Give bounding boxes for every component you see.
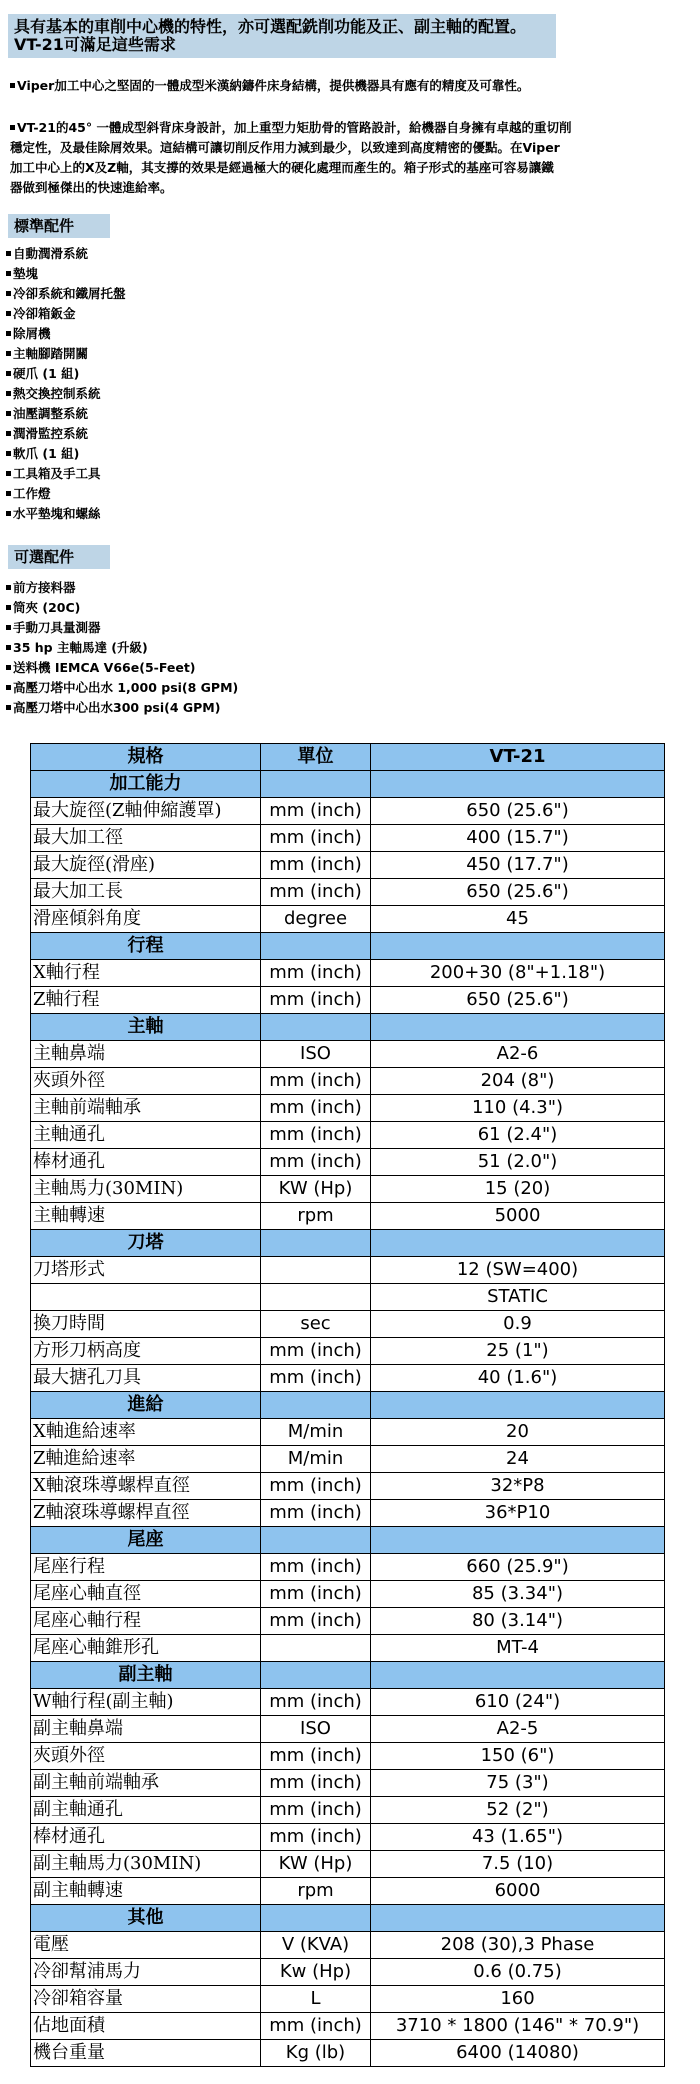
- standard-accessory-label: 硬爪 (1 組): [13, 366, 80, 381]
- spec-unit-cell: Kg (lb): [261, 2040, 371, 2067]
- spec-section-title: 加工能力: [31, 771, 261, 798]
- spec-section-blank: [261, 771, 371, 798]
- optional-accessory-item: [6, 638, 238, 658]
- spec-name-cell: 副主軸前端軸承: [31, 1770, 261, 1797]
- bullet-square-icon: [6, 665, 11, 670]
- spec-value-cell: 160: [371, 1986, 665, 2013]
- spec-row: [31, 1986, 665, 2013]
- spec-unit-cell: mm (inch): [261, 1824, 371, 1851]
- spec-name-cell: 主軸通孔: [31, 1122, 261, 1149]
- headline-line-1: 具有基本的車削中心機的特性，亦可選配銑削功能及正、副主軸的配置。: [14, 17, 527, 36]
- spec-row: [31, 1932, 665, 1959]
- spec-value-cell: 52 (2"): [371, 1797, 665, 1824]
- spec-name-cell: 副主軸通孔: [31, 1797, 261, 1824]
- description-line-4: 器做到極傑出的快速進給率。: [10, 180, 173, 195]
- spec-section-title: 尾座: [31, 1527, 261, 1554]
- optional-accessory-label: 前方接料器: [13, 580, 76, 595]
- standard-accessory-item: [6, 364, 126, 384]
- spec-name-cell: 尾座心軸行程: [31, 1608, 261, 1635]
- spec-value-cell: 24: [371, 1446, 665, 1473]
- optional-accessories-list: [6, 578, 238, 718]
- spec-unit-cell: mm (inch): [261, 1581, 371, 1608]
- spec-header-cell: 單位: [261, 744, 371, 771]
- spec-name-cell: 主軸轉速: [31, 1203, 261, 1230]
- spec-name-cell: 機台重量: [31, 2040, 261, 2067]
- bullet-square-icon: [6, 645, 11, 650]
- standard-accessories-title: 標準配件: [8, 214, 110, 238]
- spec-unit-cell: mm (inch): [261, 1608, 371, 1635]
- spec-section-blank: [261, 1527, 371, 1554]
- spec-value-cell: 110 (4.3"): [371, 1095, 665, 1122]
- spec-unit-cell: [261, 1284, 371, 1311]
- optional-accessory-label: 高壓刀塔中心出水 1,000 psi(8 GPM): [13, 680, 239, 695]
- spec-value-cell: 5000: [371, 1203, 665, 1230]
- spec-name-cell: 佔地面積: [31, 2013, 261, 2040]
- standard-accessory-item: [6, 284, 126, 304]
- spec-value-cell: 400 (15.7"): [371, 825, 665, 852]
- standard-accessory-item: [6, 404, 126, 424]
- spec-unit-cell: mm (inch): [261, 1473, 371, 1500]
- spec-section-row: [31, 771, 665, 798]
- spec-row: [31, 1770, 665, 1797]
- spec-row: [31, 987, 665, 1014]
- spec-value-cell: 75 (3"): [371, 1770, 665, 1797]
- spec-section-blank: [261, 1662, 371, 1689]
- bullet-square-icon: [6, 431, 11, 436]
- bullet-square-icon: [6, 585, 11, 590]
- spec-unit-cell: mm (inch): [261, 1500, 371, 1527]
- spec-unit-cell: mm (inch): [261, 987, 371, 1014]
- description-line-1: VT-21的45° 一體成型斜背床身設計，加上重型力矩肋骨的管路設計，給機器自身擁有卓越的重切削: [17, 120, 572, 135]
- spec-name-cell: Z軸進給速率: [31, 1446, 261, 1473]
- spec-unit-cell: ISO: [261, 1716, 371, 1743]
- standard-accessory-item: [6, 324, 126, 344]
- standard-accessory-label: 除屑機: [13, 326, 51, 341]
- spec-row: [31, 1473, 665, 1500]
- spec-unit-cell: mm (inch): [261, 1095, 371, 1122]
- optional-accessory-item: [6, 698, 238, 718]
- spec-value-cell: 6400 (14080): [371, 2040, 665, 2067]
- spec-name-cell: 副主軸轉速: [31, 1878, 261, 1905]
- headline-line-2: VT-21可滿足這些需求: [14, 35, 176, 54]
- spec-row: [31, 906, 665, 933]
- spec-unit-cell: mm (inch): [261, 1122, 371, 1149]
- spec-unit-cell: mm (inch): [261, 852, 371, 879]
- spec-name-cell: 最大加工長: [31, 879, 261, 906]
- standard-accessory-item: [6, 264, 126, 284]
- spec-row: [31, 1068, 665, 1095]
- headline-banner: [8, 14, 556, 58]
- spec-row: [31, 1851, 665, 1878]
- spec-unit-cell: degree: [261, 906, 371, 933]
- spec-section-title: 其他: [31, 1905, 261, 1932]
- standard-accessories-list: [6, 244, 126, 524]
- spec-section-blank: [261, 1392, 371, 1419]
- bullet-square-icon: [6, 331, 11, 336]
- spec-row: [31, 2013, 665, 2040]
- spec-name-cell: W軸行程(副主軸): [31, 1689, 261, 1716]
- spec-value-cell: 650 (25.6"): [371, 879, 665, 906]
- bullet-square-icon: [6, 291, 11, 296]
- standard-accessory-item: [6, 304, 126, 324]
- spec-row: [31, 798, 665, 825]
- spec-value-cell: 660 (25.9"): [371, 1554, 665, 1581]
- spec-row: [31, 1500, 665, 1527]
- spec-value-cell: 85 (3.34"): [371, 1581, 665, 1608]
- spec-unit-cell: mm (inch): [261, 1338, 371, 1365]
- spec-unit-cell: mm (inch): [261, 879, 371, 906]
- spec-value-cell: A2-5: [371, 1716, 665, 1743]
- bullet-square-icon: [6, 511, 11, 516]
- bullet-square-icon: [6, 371, 11, 376]
- spec-name-cell: X軸進給速率: [31, 1419, 261, 1446]
- spec-section-row: [31, 1905, 665, 1932]
- standard-accessory-label: 自動潤滑系統: [13, 246, 89, 261]
- spec-value-cell: 45: [371, 906, 665, 933]
- spec-section-row: [31, 1014, 665, 1041]
- spec-name-cell: 方形刀柄高度: [31, 1338, 261, 1365]
- spec-row: [31, 879, 665, 906]
- spec-unit-cell: Kw (Hp): [261, 1959, 371, 1986]
- spec-row: [31, 1797, 665, 1824]
- spec-name-cell: 換刀時間: [31, 1311, 261, 1338]
- spec-row: [31, 1149, 665, 1176]
- spec-unit-cell: mm (inch): [261, 960, 371, 987]
- spec-value-cell: 32*P8: [371, 1473, 665, 1500]
- spec-section-blank: [261, 1905, 371, 1932]
- spec-value-cell: 43 (1.65"): [371, 1824, 665, 1851]
- spec-value-cell: 25 (1"): [371, 1338, 665, 1365]
- spec-name-cell: [31, 1284, 261, 1311]
- standard-accessory-item: [6, 384, 126, 404]
- standard-accessory-label: 工具箱及手工具: [13, 466, 101, 481]
- spec-unit-cell: mm (inch): [261, 1743, 371, 1770]
- spec-row: [31, 1122, 665, 1149]
- bullet-square-icon: [10, 125, 15, 130]
- spec-row: [31, 1338, 665, 1365]
- spec-section-blank: [261, 1014, 371, 1041]
- spec-unit-cell: KW (Hp): [261, 1851, 371, 1878]
- spec-name-cell: 最大旋徑(Z軸伸縮護罩): [31, 798, 261, 825]
- spec-unit-cell: mm (inch): [261, 798, 371, 825]
- spec-row: [31, 1257, 665, 1284]
- spec-row: [31, 1635, 665, 1662]
- spec-name-cell: 最大加工徑: [31, 825, 261, 852]
- spec-section-blank: [261, 1230, 371, 1257]
- spec-row: [31, 1608, 665, 1635]
- spec-value-cell: 6000: [371, 1878, 665, 1905]
- standard-accessory-item: [6, 424, 126, 444]
- spec-name-cell: Z軸行程: [31, 987, 261, 1014]
- spec-row: [31, 1176, 665, 1203]
- spec-row: [31, 1365, 665, 1392]
- standard-accessory-label: 冷卻系統和鐵屑托盤: [13, 286, 126, 301]
- spec-unit-cell: mm (inch): [261, 1554, 371, 1581]
- spec-name-cell: 夾頭外徑: [31, 1068, 261, 1095]
- spec-unit-cell: mm (inch): [261, 1770, 371, 1797]
- spec-section-blank: [371, 771, 665, 798]
- spec-value-cell: 450 (17.7"): [371, 852, 665, 879]
- standard-accessory-label: 墊塊: [13, 266, 39, 281]
- spec-table-body: [31, 744, 665, 2067]
- spec-name-cell: 夾頭外徑: [31, 1743, 261, 1770]
- bullet-square-icon: [6, 391, 11, 396]
- standard-accessory-item: [6, 464, 126, 484]
- spec-unit-cell: sec: [261, 1311, 371, 1338]
- spec-name-cell: 副主軸鼻端: [31, 1716, 261, 1743]
- spec-name-cell: 冷卻幫浦馬力: [31, 1959, 261, 1986]
- optional-accessory-item: [6, 578, 238, 598]
- spec-value-cell: 0.6 (0.75): [371, 1959, 665, 1986]
- spec-value-cell: 15 (20): [371, 1176, 665, 1203]
- optional-accessory-item: [6, 678, 238, 698]
- spec-value-cell: 51 (2.0"): [371, 1149, 665, 1176]
- spec-value-cell: STATIC: [371, 1284, 665, 1311]
- description-line: [10, 118, 630, 138]
- bullet-square-icon: [6, 271, 11, 276]
- spec-row: [31, 1446, 665, 1473]
- bullet-square-icon: [6, 451, 11, 456]
- bullet-square-icon: [6, 351, 11, 356]
- spec-row: [31, 1419, 665, 1446]
- spec-value-cell: 650 (25.6"): [371, 987, 665, 1014]
- standard-accessory-label: 主軸腳踏開關: [13, 346, 89, 361]
- spec-name-cell: 刀塔形式: [31, 1257, 261, 1284]
- spec-name-cell: X軸滾珠導螺桿直徑: [31, 1473, 261, 1500]
- spec-section-blank: [371, 933, 665, 960]
- standard-accessory-label: 油壓調整系統: [13, 406, 89, 421]
- standard-accessory-item: [6, 504, 126, 524]
- spec-header-cell: VT-21: [371, 744, 665, 771]
- spec-unit-cell: mm (inch): [261, 1149, 371, 1176]
- spec-name-cell: 副主軸馬力(30MIN): [31, 1851, 261, 1878]
- spec-row: [31, 1284, 665, 1311]
- spec-row: [31, 960, 665, 987]
- spec-row: [31, 1959, 665, 1986]
- spec-section-row: [31, 1662, 665, 1689]
- spec-section-title: 刀塔: [31, 1230, 261, 1257]
- standard-accessory-label: 水平墊塊和螺絲: [13, 506, 101, 521]
- optional-accessory-label: 送料機 IEMCA V66e(5-Feet): [13, 660, 196, 675]
- spec-value-cell: 650 (25.6"): [371, 798, 665, 825]
- spec-unit-cell: KW (Hp): [261, 1176, 371, 1203]
- standard-accessory-label: 潤滑監控系統: [13, 426, 89, 441]
- spec-section-blank: [371, 1392, 665, 1419]
- spec-name-cell: 電壓: [31, 1932, 261, 1959]
- spec-unit-cell: M/min: [261, 1419, 371, 1446]
- spec-header-row: [31, 744, 665, 771]
- spec-unit-cell: L: [261, 1986, 371, 2013]
- spec-section-blank: [261, 933, 371, 960]
- intro-text: Viper加工中心之堅固的一體成型米漢納鑄件床身結構，提供機器具有應有的精度及可靠性。: [17, 78, 530, 93]
- spec-row: [31, 852, 665, 879]
- spec-unit-cell: [261, 1635, 371, 1662]
- bullet-square-icon: [6, 625, 11, 630]
- spec-section-row: [31, 1230, 665, 1257]
- spec-name-cell: 滑座傾斜角度: [31, 906, 261, 933]
- description-paragraph: [10, 118, 630, 198]
- bullet-square-icon: [6, 491, 11, 496]
- spec-row: [31, 2040, 665, 2067]
- spec-value-cell: 150 (6"): [371, 1743, 665, 1770]
- spec-section-row: [31, 1527, 665, 1554]
- spec-section-title: 主軸: [31, 1014, 261, 1041]
- standard-accessory-label: 軟爪 (1 組): [13, 446, 80, 461]
- spec-value-cell: 610 (24"): [371, 1689, 665, 1716]
- spec-name-cell: 棒材通孔: [31, 1149, 261, 1176]
- spec-section-blank: [371, 1662, 665, 1689]
- spec-row: [31, 1311, 665, 1338]
- spec-name-cell: 冷卻箱容量: [31, 1986, 261, 2013]
- spec-section-blank: [371, 1230, 665, 1257]
- spec-value-cell: 204 (8"): [371, 1068, 665, 1095]
- spec-row: [31, 825, 665, 852]
- spec-value-cell: 12 (SW=400): [371, 1257, 665, 1284]
- spec-row: [31, 1824, 665, 1851]
- bullet-square-icon: [6, 251, 11, 256]
- spec-section-row: [31, 1392, 665, 1419]
- standard-accessory-label: 熱交換控制系統: [13, 386, 101, 401]
- optional-accessory-label: 35 hp 主軸馬達 (升級): [13, 640, 148, 655]
- standard-accessory-item: [6, 244, 126, 264]
- spec-section-title: 行程: [31, 933, 261, 960]
- bullet-square-icon: [10, 83, 15, 88]
- spec-value-cell: MT-4: [371, 1635, 665, 1662]
- spec-section-title: 副主軸: [31, 1662, 261, 1689]
- spec-value-cell: 7.5 (10): [371, 1851, 665, 1878]
- spec-section-title: 進給: [31, 1392, 261, 1419]
- spec-name-cell: 最大搪孔刀具: [31, 1365, 261, 1392]
- spec-unit-cell: mm (inch): [261, 1797, 371, 1824]
- spec-row: [31, 1554, 665, 1581]
- spec-name-cell: 最大旋徑(滑座): [31, 852, 261, 879]
- spec-value-cell: 40 (1.6"): [371, 1365, 665, 1392]
- spec-unit-cell: mm (inch): [261, 1068, 371, 1095]
- spec-value-cell: 36*P10: [371, 1500, 665, 1527]
- description-line-3: 加工中心上的X及Z軸，其支撐的效果是經過極大的硬化處理而產生的。箱子形式的基座可容易讓鐵: [10, 160, 554, 175]
- spec-row: [31, 1689, 665, 1716]
- spec-row: [31, 1203, 665, 1230]
- bullet-square-icon: [6, 685, 11, 690]
- standard-accessory-label: 冷卻箱鈑金: [13, 306, 76, 321]
- spec-table: [30, 743, 665, 2067]
- spec-name-cell: 棒材通孔: [31, 1824, 261, 1851]
- intro-paragraph: [10, 76, 630, 96]
- optional-accessory-label: 高壓刀塔中心出水300 psi(4 GPM): [13, 700, 221, 715]
- spec-section-blank: [371, 1527, 665, 1554]
- optional-accessories-title: 可選配件: [8, 545, 110, 569]
- description-line-2: 穩定性，及最佳除屑效果。這結構可讓切削反作用力減到最少，以致達到高度精密的優點。在Viper: [10, 140, 560, 155]
- bullet-square-icon: [6, 705, 11, 710]
- spec-unit-cell: mm (inch): [261, 1365, 371, 1392]
- spec-value-cell: 208 (30),3 Phase: [371, 1932, 665, 1959]
- spec-unit-cell: ISO: [261, 1041, 371, 1068]
- spec-name-cell: 主軸馬力(30MIN): [31, 1176, 261, 1203]
- optional-accessory-item: [6, 618, 238, 638]
- spec-row: [31, 1095, 665, 1122]
- spec-unit-cell: rpm: [261, 1878, 371, 1905]
- spec-name-cell: 主軸前端軸承: [31, 1095, 261, 1122]
- spec-unit-cell: [261, 1257, 371, 1284]
- spec-name-cell: 尾座心軸錐形孔: [31, 1635, 261, 1662]
- bullet-square-icon: [6, 605, 11, 610]
- bullet-square-icon: [6, 311, 11, 316]
- spec-row: [31, 1581, 665, 1608]
- spec-unit-cell: M/min: [261, 1446, 371, 1473]
- spec-value-cell: 200+30 (8"+1.18"): [371, 960, 665, 987]
- spec-unit-cell: mm (inch): [261, 1689, 371, 1716]
- spec-value-cell: 80 (3.14"): [371, 1608, 665, 1635]
- spec-unit-cell: mm (inch): [261, 825, 371, 852]
- optional-accessory-item: [6, 658, 238, 678]
- spec-row: [31, 1878, 665, 1905]
- standard-accessory-item: [6, 444, 126, 464]
- standard-accessory-item: [6, 344, 126, 364]
- spec-row: [31, 1716, 665, 1743]
- spec-unit-cell: rpm: [261, 1203, 371, 1230]
- spec-value-cell: 20: [371, 1419, 665, 1446]
- spec-unit-cell: V (KVA): [261, 1932, 371, 1959]
- bullet-square-icon: [6, 411, 11, 416]
- spec-section-blank: [371, 1905, 665, 1932]
- standard-accessory-item: [6, 484, 126, 504]
- spec-name-cell: Z軸滾珠導螺桿直徑: [31, 1500, 261, 1527]
- optional-accessory-label: 筒夾 (20C): [13, 600, 81, 615]
- bullet-square-icon: [6, 471, 11, 476]
- spec-value-cell: 61 (2.4"): [371, 1122, 665, 1149]
- optional-accessory-item: [6, 598, 238, 618]
- spec-name-cell: 尾座心軸直徑: [31, 1581, 261, 1608]
- spec-name-cell: X軸行程: [31, 960, 261, 987]
- spec-name-cell: 主軸鼻端: [31, 1041, 261, 1068]
- spec-row: [31, 1743, 665, 1770]
- spec-value-cell: 0.9: [371, 1311, 665, 1338]
- spec-value-cell: 3710 * 1800 (146" * 70.9"): [371, 2013, 665, 2040]
- standard-accessory-label: 工作燈: [13, 486, 51, 501]
- spec-name-cell: 尾座行程: [31, 1554, 261, 1581]
- spec-unit-cell: mm (inch): [261, 2013, 371, 2040]
- spec-value-cell: A2-6: [371, 1041, 665, 1068]
- spec-section-row: [31, 933, 665, 960]
- spec-header-cell: 規格: [31, 744, 261, 771]
- optional-accessory-label: 手動刀具量測器: [13, 620, 101, 635]
- spec-section-blank: [371, 1014, 665, 1041]
- spec-row: [31, 1041, 665, 1068]
